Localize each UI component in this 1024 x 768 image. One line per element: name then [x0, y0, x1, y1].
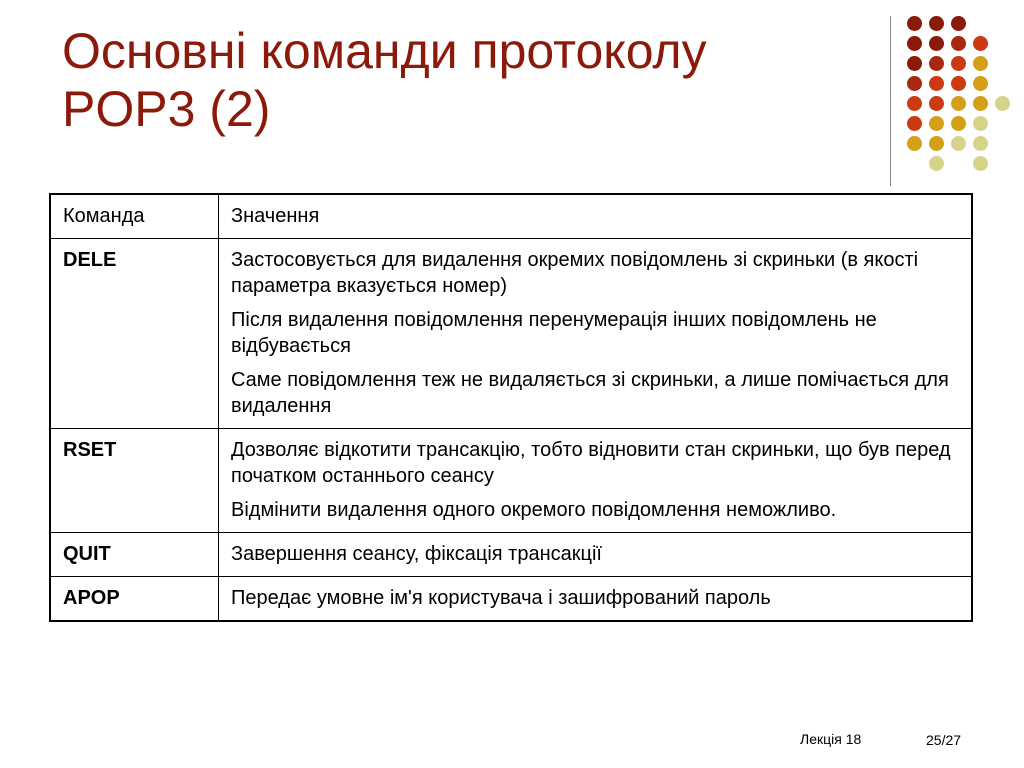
meaning-cell	[219, 429, 973, 533]
slide-title-line2: POP3 (2)	[62, 81, 271, 137]
decor-dot	[951, 36, 966, 51]
command-cell: RSET	[50, 429, 219, 533]
command-cell: APOP	[50, 577, 219, 622]
decor-dot	[951, 116, 966, 131]
decor-dot	[951, 56, 966, 71]
meaning-cell	[219, 577, 973, 622]
slide-title	[62, 22, 862, 138]
decor-dot	[973, 96, 988, 111]
decor-dot	[973, 116, 988, 131]
table-row	[50, 533, 972, 577]
decor-dot	[907, 116, 922, 131]
decor-dot	[973, 76, 988, 91]
decor-dot	[907, 136, 922, 151]
decor-dot	[907, 96, 922, 111]
meaning-text: Саме повідомлення теж не видаляється зі скриньки, а лише помічається для видалення	[231, 369, 949, 417]
command-cell: QUIT	[50, 533, 219, 577]
meaning-text: Передає умовне ім'я користувача і зашифрований пароль	[231, 587, 771, 609]
pop3-commands-table	[49, 193, 973, 622]
header-command: Команда	[50, 194, 219, 239]
decor-dot	[929, 76, 944, 91]
table-row	[50, 239, 972, 429]
meaning-text: Застосовується для видалення окремих повідомлень зі скриньки (в якості параметра вказується номер)	[231, 249, 919, 297]
decor-dot	[907, 36, 922, 51]
title-divider-line	[890, 16, 891, 186]
decor-dot	[995, 96, 1010, 111]
decor-dot	[907, 16, 922, 31]
decor-dot	[929, 136, 944, 151]
table-row	[50, 429, 972, 533]
decor-dot	[951, 76, 966, 91]
decor-dot	[929, 36, 944, 51]
decor-dot	[951, 96, 966, 111]
table-row	[50, 577, 972, 622]
decor-dot	[929, 116, 944, 131]
decor-dot	[951, 16, 966, 31]
decor-dot	[973, 36, 988, 51]
meaning-text: Дозволяє відкотити трансакцію, тобто відновити стан скриньки, що був перед початком останнього сеансу	[231, 439, 951, 487]
decor-dot	[951, 136, 966, 151]
footer-page-number: 25/27	[926, 732, 962, 748]
meaning-text: Завершення сеансу, фіксація трансакції	[231, 543, 602, 565]
meaning-text: Після видалення повідомлення перенумерація інших повідомлень не відбувається	[231, 309, 877, 357]
footer-lecture-label: Лекція 18	[800, 731, 862, 747]
slide-title-line1: Основні команди протоколу	[62, 23, 707, 79]
header-meaning: Значення	[219, 194, 973, 239]
command-cell: DELE	[50, 239, 219, 429]
meaning-text: Відмінити видалення одного окремого повідомлення неможливо.	[231, 499, 837, 521]
meaning-cell	[219, 239, 973, 429]
decor-dot	[973, 136, 988, 151]
decor-dot	[929, 16, 944, 31]
decor-dot	[973, 56, 988, 71]
table-header-row	[50, 194, 972, 239]
decor-dot	[907, 56, 922, 71]
decor-dot	[929, 56, 944, 71]
decor-dot	[973, 156, 988, 171]
decor-dot	[929, 96, 944, 111]
decor-dot	[929, 156, 944, 171]
meaning-cell	[219, 533, 973, 577]
decor-dot	[907, 76, 922, 91]
